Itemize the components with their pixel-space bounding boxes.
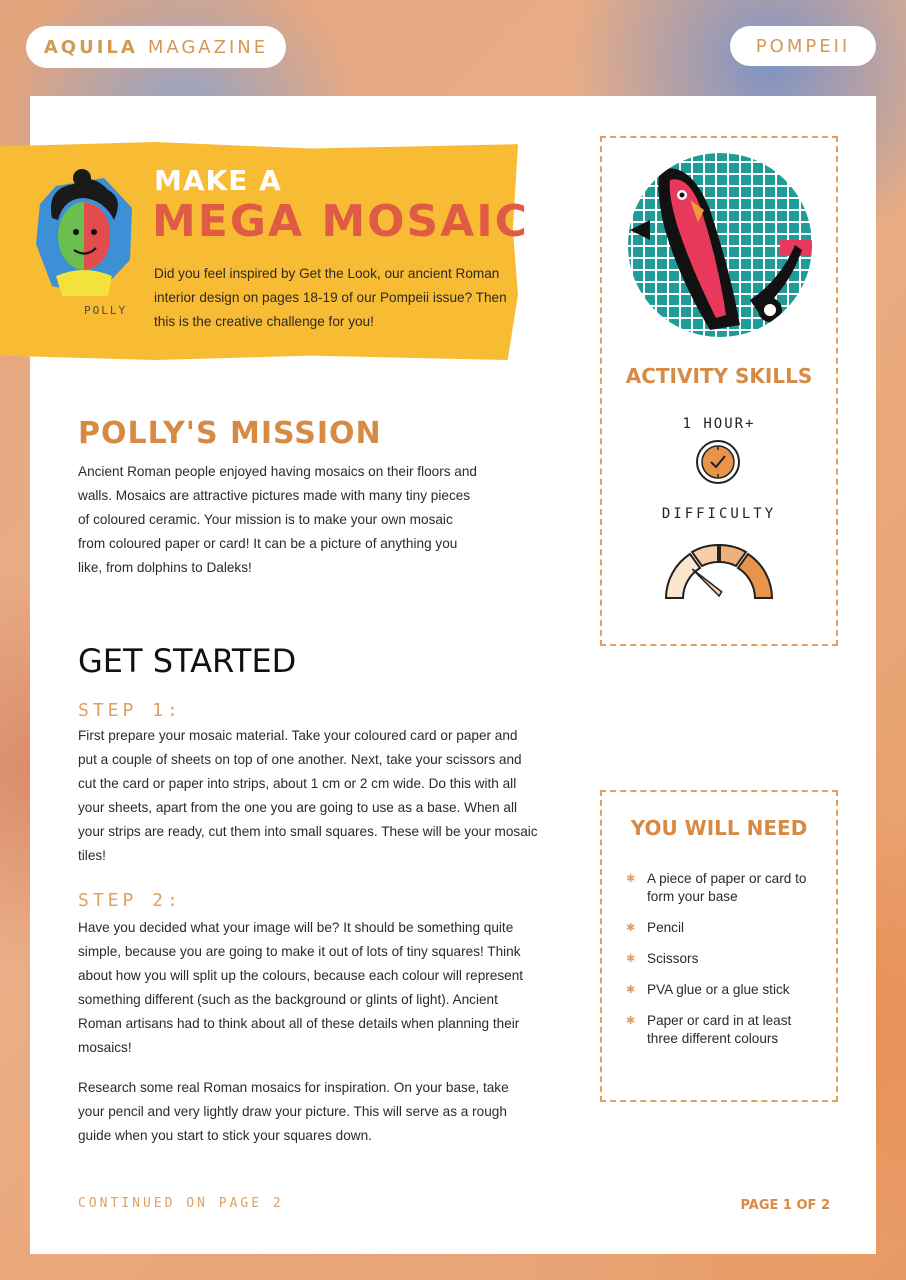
mission-text: Ancient Roman people enjoyed having mosaics on their floors and walls. Mosaics are attractive pictures made with many tiny pieces of coloured ceramic. Your mission is to make your own mosaic from coloured paper or card! It can be a picture of anything you like, from dolphins to Daleks!	[78, 464, 477, 575]
banner-intro: Did you feel inspired by Get the Look, our ancient Roman interior design on pages 18-19 of our Pompeii issue? Then this is the creative challenge for you!	[154, 266, 507, 329]
step1-label: STEP 1:	[78, 700, 182, 721]
step2-text-2: Research some real Roman mosaics for inspiration. On your base, take your pencil and very lightly draw your picture. This will serve as a rough guide when you start to stick your squares down.	[78, 1080, 509, 1143]
bullet-star-icon: ✱	[626, 984, 636, 996]
activity-skills-title: ACTIVITY SKILLS	[625, 364, 813, 388]
avatar-label: POLLY	[84, 304, 128, 317]
banner-kicker: MAKE A	[154, 164, 282, 197]
mission-heading: POLLY'S MISSION	[78, 416, 382, 451]
step2-label: STEP 2:	[78, 890, 182, 911]
brand-bold: AQUILA	[43, 36, 138, 58]
bullet-star-icon: ✱	[626, 1015, 636, 1027]
page-title: MEGA MOSAIC	[152, 196, 529, 247]
duration-label: 1 HOUR+	[682, 416, 756, 432]
issue-pill: POMPEII	[730, 26, 876, 66]
get-started-heading: GET STARTED	[78, 642, 297, 680]
continued-note: CONTINUED ON PAGE 2	[78, 1196, 284, 1211]
you-will-need-title: YOU WILL NEED	[630, 816, 808, 840]
difficulty-gauge	[660, 538, 778, 606]
difficulty-label: DIFFICULTY	[661, 506, 777, 522]
polly-avatar-icon	[34, 168, 134, 318]
page-number: PAGE 1 OF 2	[740, 1198, 830, 1213]
list-item: ✱ Pencil	[626, 920, 685, 935]
list-item: ✱ Paper or card in at least three different colours	[626, 1013, 792, 1046]
magazine-brand-pill	[26, 26, 286, 68]
bullet-star-icon: ✱	[626, 873, 636, 885]
clock-icon	[694, 438, 742, 486]
bullet-star-icon: ✱	[626, 922, 636, 934]
step1-text: First prepare your mosaic material. Take your coloured card or paper and put a couple of sheets on top of one another. Next, take your scissors and cut the card or paper into strips, about 1 cm or 2 cm wide. Do this with all your sheets, apart from the one you are going to use as a base. When all your strips are ready, cut them into small squares. These will be your mosaic tiles!	[78, 728, 538, 863]
step2-text: Have you decided what your image will be? It should be something quite simple, because you are going to make it out of lots of tiny squares! Think about how you will split up the colours, because each colour will represent something different (such as the background or glints of light). Ancient Roman artisans had to think about all of these details when planning their mosaics!	[78, 920, 524, 1055]
list-item: ✱ Scissors	[626, 951, 699, 966]
mosaic-fish-icon	[620, 150, 820, 340]
bullet-star-icon: ✱	[626, 953, 636, 965]
list-item: ✱ A piece of paper or card to form your base	[626, 871, 807, 904]
supplies-list	[626, 870, 826, 1061]
brand-rest: MAGAZINE	[147, 36, 269, 58]
list-item: ✱ PVA glue or a glue stick	[626, 982, 790, 997]
